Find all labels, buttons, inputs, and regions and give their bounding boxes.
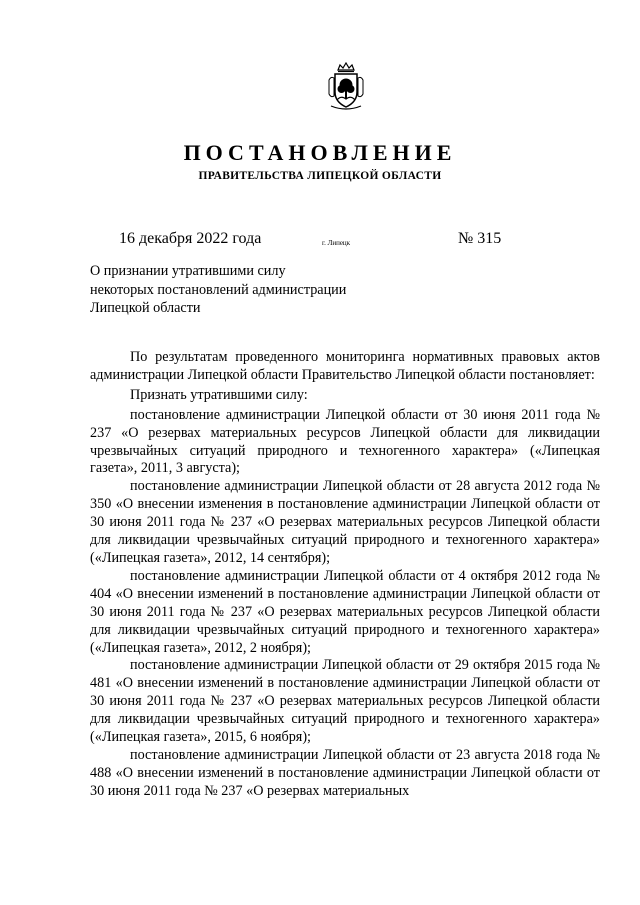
repealed-item: постановление администрации Липецкой области от 23 августа 2018 года № 488 «О внесении изменений в постановление администрации Липецкой области от 30 июня 2011 года № 237 «О резервах материальных <box>90 746 600 799</box>
repealed-item: постановление администрации Липецкой области от 28 августа 2012 года № 350 «О внесении изменения в постановление администрации Липецкой области от 30 июня 2011 года № 237 «О резервах материальных ресурсов Липецкой области для ликвидации чрезвычайных ситуаций природного и техногенного характера» («Липецкая газета», 2012, 14 сентября); <box>90 478 600 566</box>
subject-line: Липецкой области <box>90 300 201 316</box>
repealed-item: постановление администрации Липецкой области от 30 июня 2011 года № 237 «О резервах материальных ресурсов Липецкой области для ликвидации чрезвычайных ситуаций природного и техногенного характера» («Липецкая газета», 2011, 3 августа); <box>90 406 600 477</box>
coat-of-arms-icon <box>326 62 366 112</box>
document-number: № 315 <box>458 230 502 247</box>
repealed-item: постановление администрации Липецкой области от 4 октября 2012 года № 404 «О внесении изменений в постановление администрации Липецкой области от 30 июня 2011 года № 237 «О резервах материальных ресурсов Липецкой области для ликвидации чрезвычайных ситуаций природного и техногенного характера» («Липецкая газета», 2012, 2 ноября); <box>90 567 600 656</box>
document-title: ПОСТАНОВЛЕНИЕ <box>183 140 457 165</box>
directive-paragraph: Признать утратившими силу: <box>130 386 308 403</box>
document-body <box>90 349 600 801</box>
document-city: г. Липецк <box>322 239 351 247</box>
subject-line: О признании утратившими силу <box>90 263 286 279</box>
preamble-paragraph: По результатам проведенного мониторинга нормативных правовых актов администрации Липецкой области Правительство Липецкой области постановляет: <box>90 349 600 383</box>
repealed-item: постановление администрации Липецкой области от 29 октября 2015 года № 481 «О внесении изменений в постановление администрации Липецкой области от 30 июня 2011 года № 237 «О резервах материальных ресурсов Липецкой области для ликвидации чрезвычайных ситуаций природного и техногенного характера» («Липецкая газета», 2015, 6 ноября); <box>90 657 600 746</box>
subject-line: некоторых постановлений администрации <box>90 281 347 298</box>
issuer-subtitle: ПРАВИТЕЛЬСТВА ЛИПЕЦКОЙ ОБЛАСТИ <box>198 170 442 182</box>
document-date: 16 декабря 2022 года <box>119 230 262 247</box>
document-subject <box>90 262 346 318</box>
